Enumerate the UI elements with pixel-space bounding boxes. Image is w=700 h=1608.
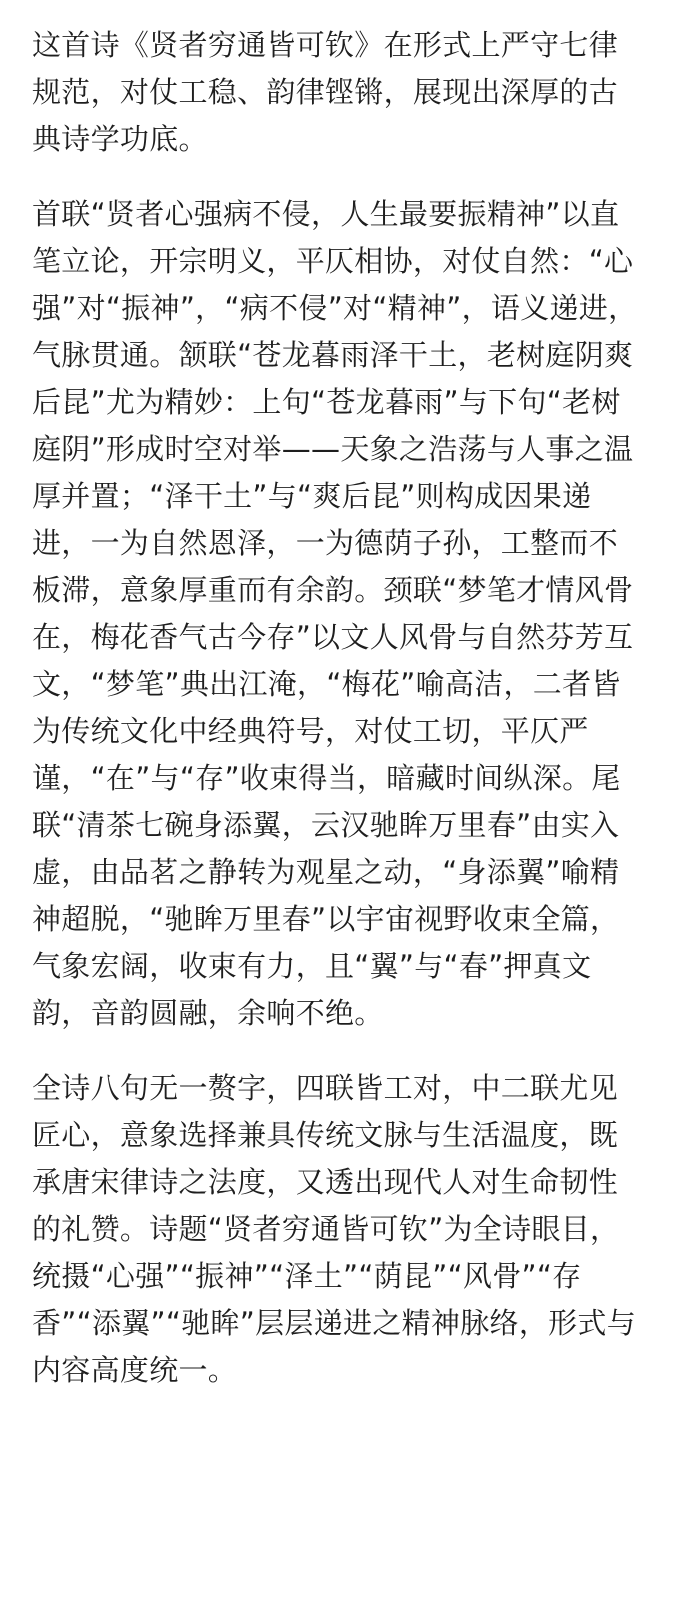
text-line: 气象宏阔，收束有力，且“翼”与“春”押真文 [32, 949, 592, 983]
text-line: 进，一为自然恩泽，一为德荫子孙，工整而不 [32, 526, 619, 560]
text-line: 的礼赞。诗题“贤者穷通皆可钦”为全诗眼目， [32, 1212, 620, 1246]
text-line: 笔立论，开宗明义，平仄相协，对仗自然：“心 [32, 244, 634, 278]
text-line: 厚并置；“泽干土”与“爽后昆”则构成因果递 [32, 479, 592, 513]
text-line: 典诗学功底。 [32, 122, 208, 156]
text-line: 联“清茶七碗身添翼，云汉驰眸万里春”由实入 [32, 808, 620, 842]
text-line: 后昆”尤为精妙：上句“苍龙暮雨”与下句“老树 [32, 385, 621, 419]
text-line: 在，梅花香气古今存”以文人风骨与自然芬芳互 [32, 620, 634, 654]
text-line: 韵，音韵圆融，余响不绝。 [32, 996, 384, 1030]
text-line: 谨，“在”与“存”收束得当，暗藏时间纵深。尾 [32, 761, 621, 795]
text-line: 强”对“振神”，“病不侵”对“精神”，语义递进， [32, 291, 638, 325]
text-line: 板滞，意象厚重而有余韵。颈联“梦笔才情风骨 [32, 573, 634, 607]
text-line: 为传统文化中经典符号，对仗工切，平仄严 [32, 714, 589, 748]
text-line: 香”“添翼”“驰眸”层层递进之精神脉络，形式与 [32, 1306, 637, 1340]
text-line: 规范，对仗工稳、韵律铿锵，展现出深厚的古 [32, 75, 619, 109]
paragraph-analysis [32, 191, 672, 1037]
text-line: 庭阴”形成时空对举——天象之浩荡与人事之温 [32, 432, 634, 466]
text-line: 这首诗《贤者穷通皆可钦》在形式上严守七律 [32, 28, 619, 62]
text-line: 文，“梦笔”典出江淹，“梅花”喻高洁，二者皆 [32, 667, 621, 701]
text-line: 全诗八句无一赘字，四联皆工对，中二联尤见 [32, 1071, 619, 1105]
text-line: 虚，由品茗之静转为观星之动，“身添翼”喻精 [32, 855, 620, 889]
text-line: 承唐宋律诗之法度，又透出现代人对生命韧性 [32, 1165, 619, 1199]
text-line: 首联“贤者心强病不侵，人生最要振精神”以直 [32, 197, 620, 231]
paragraph-intro [32, 22, 672, 163]
text-line: 神超脱，“驰眸万里春”以宇宙视野收束全篇， [32, 902, 620, 936]
text-line: 匠心，意象选择兼具传统文脉与生活温度，既 [32, 1118, 619, 1152]
article-body [32, 22, 672, 1422]
text-line: 气脉贯通。颔联“苍龙暮雨泽干土，老树庭阴爽 [32, 338, 634, 372]
text-line: 统摄“心强”“振神”“泽土”“荫昆”“风骨”“存 [32, 1259, 582, 1293]
paragraph-conclusion [32, 1065, 672, 1394]
text-line: 内容高度统一。 [32, 1353, 238, 1387]
